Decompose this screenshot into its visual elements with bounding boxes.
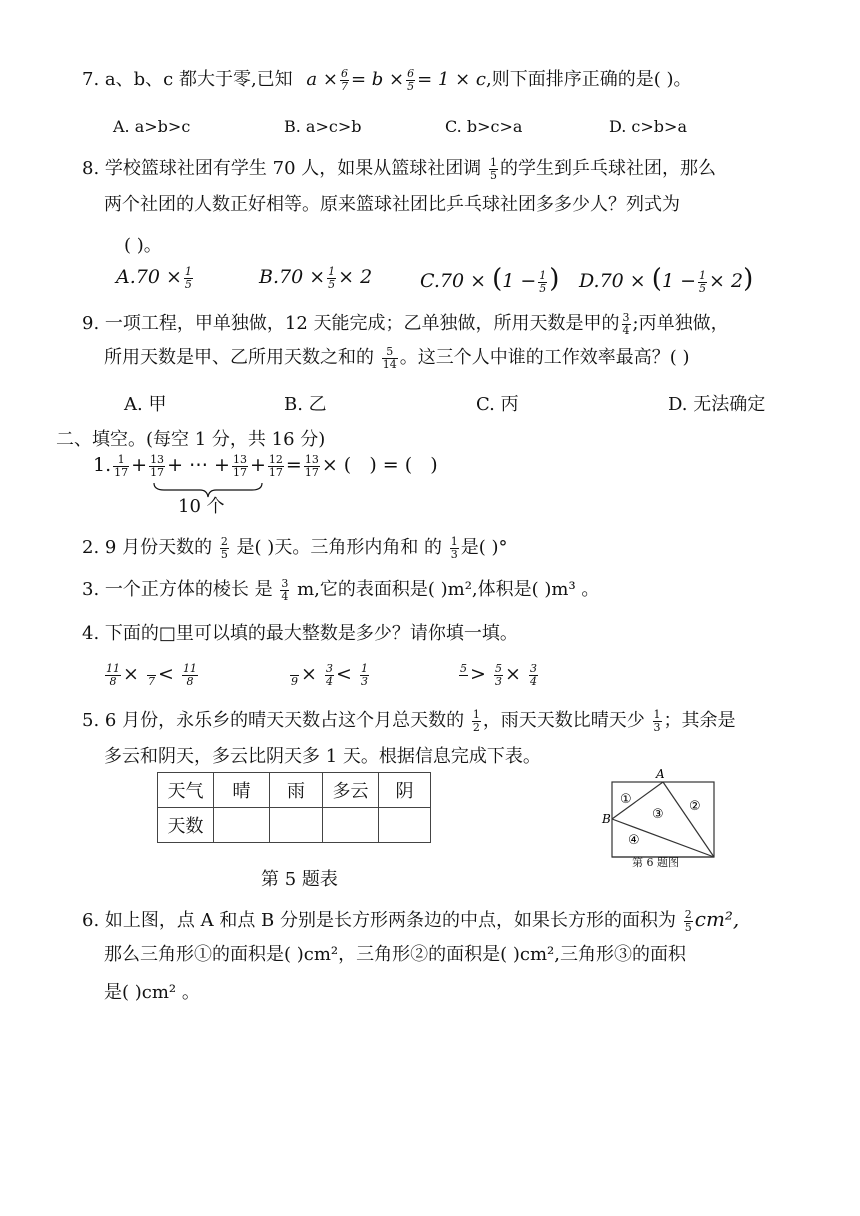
- table-cell-blank[interactable]: [379, 808, 431, 843]
- q8-option-c: C.70 × (1 − $\frac{1}{5}$ ): [420, 264, 560, 295]
- svg-text:②: ②: [689, 799, 701, 814]
- q9-option-a: A. 甲: [124, 394, 167, 415]
- section-2-title: 二、填空。(每空 1 分，共 16 分): [56, 429, 326, 450]
- q7-stem: 7. a、b、c 都大于零,已知 a × $\frac{6}{7}$ = b × $\frac{6}{5}$ = 1 × c,则下面排序正确的是( )。: [82, 67, 692, 93]
- q8-line2: 两个社团的人数正好相等。原来篮球社团比乒乓球社团多多少人？列式为: [104, 194, 680, 215]
- q7-expression: a × $\frac{6}{7}$ = b × $\frac{6}{5}$ = 1 × c: [306, 67, 486, 93]
- f4-inequality-1: $\frac{11}{8}$ × 7 < $\frac{11}{8}$: [106, 662, 197, 688]
- f2-line: 2. 9 月份天数的 $\frac{2}{5}$ 是( )天。三角形内角和 的 $\frac{1}{3}$ 是( )°: [82, 535, 508, 561]
- q8-line1: 8. 学校篮球社团有学生 70 人，如果从篮球社团调 $\frac{1}{5}$ 的学生到乒乓球社团，那么: [82, 156, 716, 182]
- svg-text:A: A: [656, 767, 665, 781]
- f6-line2: 那么三角形①的面积是( )cm²，三角形②的面积是( )cm²,三角形③的面积: [104, 944, 686, 965]
- table-cell-blank[interactable]: [214, 808, 270, 843]
- f4-line: 4. 下面的□里可以填的最大整数是多少？请你填一填。: [82, 623, 518, 644]
- f6-line3: 是( )cm² 。: [104, 982, 200, 1003]
- svg-text:①: ①: [620, 792, 632, 807]
- f5-line2: 多云和阴天，多云比阴天多 1 天。根据信息完成下表。: [104, 746, 541, 767]
- q9-option-c: C. 丙: [476, 394, 519, 415]
- table-header-cell: 晴: [214, 773, 270, 808]
- q8-option-b: B.70 × $\frac{1}{5}$ × 2: [259, 265, 373, 291]
- table-cell-blank[interactable]: [270, 808, 323, 843]
- q8-option-a: A.70 × $\frac{1}{5}$: [116, 265, 192, 291]
- svg-text:④: ④: [628, 833, 640, 848]
- q9-option-b: B. 乙: [284, 394, 327, 415]
- q8-option-d: D.70 × (1 − $\frac{1}{5}$ × 2): [579, 264, 754, 295]
- table-row: [158, 808, 431, 843]
- f4-inequality-2: 9 × $\frac{3}{4}$ < $\frac{1}{3}$: [291, 662, 368, 688]
- figure-6-caption: 第 6 题图: [632, 856, 679, 869]
- f1-expression: 1. $\frac{1}{17}$ + $\frac{13}{17}$ + ⋯ + $\frac{13}{17}$ + $\frac{12}{17}$ = $\frac{13}{17}$ × ( ) = ( ): [93, 453, 438, 479]
- table-header-cell: 阴: [379, 773, 431, 808]
- q7-option-b: B. a>c>b: [284, 117, 362, 136]
- f1-count-label: 10 个: [178, 496, 225, 517]
- table-5-caption: 第 5 题表: [261, 869, 338, 890]
- q7-option-d: D. c>b>a: [609, 117, 687, 136]
- q9-line1: 9. 一项工程，甲单独做，12 天能完成；乙单独做，所用天数是甲的 $\frac{3}{4}$ ;丙单独做，: [82, 311, 729, 337]
- table-header-cell: 天气: [158, 773, 214, 808]
- table-cell-blank[interactable]: [323, 808, 379, 843]
- svg-text:B: B: [602, 812, 611, 826]
- f5-line1: 5. 6 月份，永乐乡的晴天天数占这个月总天数的 $\frac{1}{2}$ ，雨天天数比晴天少 $\frac{1}{3}$ ；其余是: [82, 708, 736, 734]
- weather-table: [157, 772, 431, 843]
- f3-line: 3. 一个正方体的棱长 是 $\frac{3}{4}$ m,它的表面积是( )m²,体积是( )m³ 。: [82, 577, 600, 603]
- q9-option-d: D. 无法确定: [668, 394, 766, 415]
- f4-inequality-3: 5 > $\frac{5}{3}$ × $\frac{3}{4}$: [460, 662, 537, 688]
- table-header-cell: 雨: [270, 773, 323, 808]
- q9-line2: 所用天数是甲、乙所用天数之和的 $\frac{5}{14}$ 。这三个人中谁的工作效率最高？( ): [104, 345, 690, 371]
- f6-line1: 6. 如上图，点 A 和点 B 分别是长方形两条边的中点，如果长方形的面积为 $\frac{2}{5}$ cm²,: [82, 907, 740, 934]
- svg-text:③: ③: [652, 807, 664, 822]
- q8-fraction: $\frac{1}{5}$: [489, 156, 497, 182]
- q8-line3: ( )。: [124, 235, 162, 256]
- q7-option-c: C. b>c>a: [445, 117, 523, 136]
- table-header-cell: 多云: [323, 773, 379, 808]
- table-row-label: 天数: [158, 808, 214, 843]
- q7-option-a: A. a>b>c: [113, 117, 191, 136]
- table-row: [158, 773, 431, 808]
